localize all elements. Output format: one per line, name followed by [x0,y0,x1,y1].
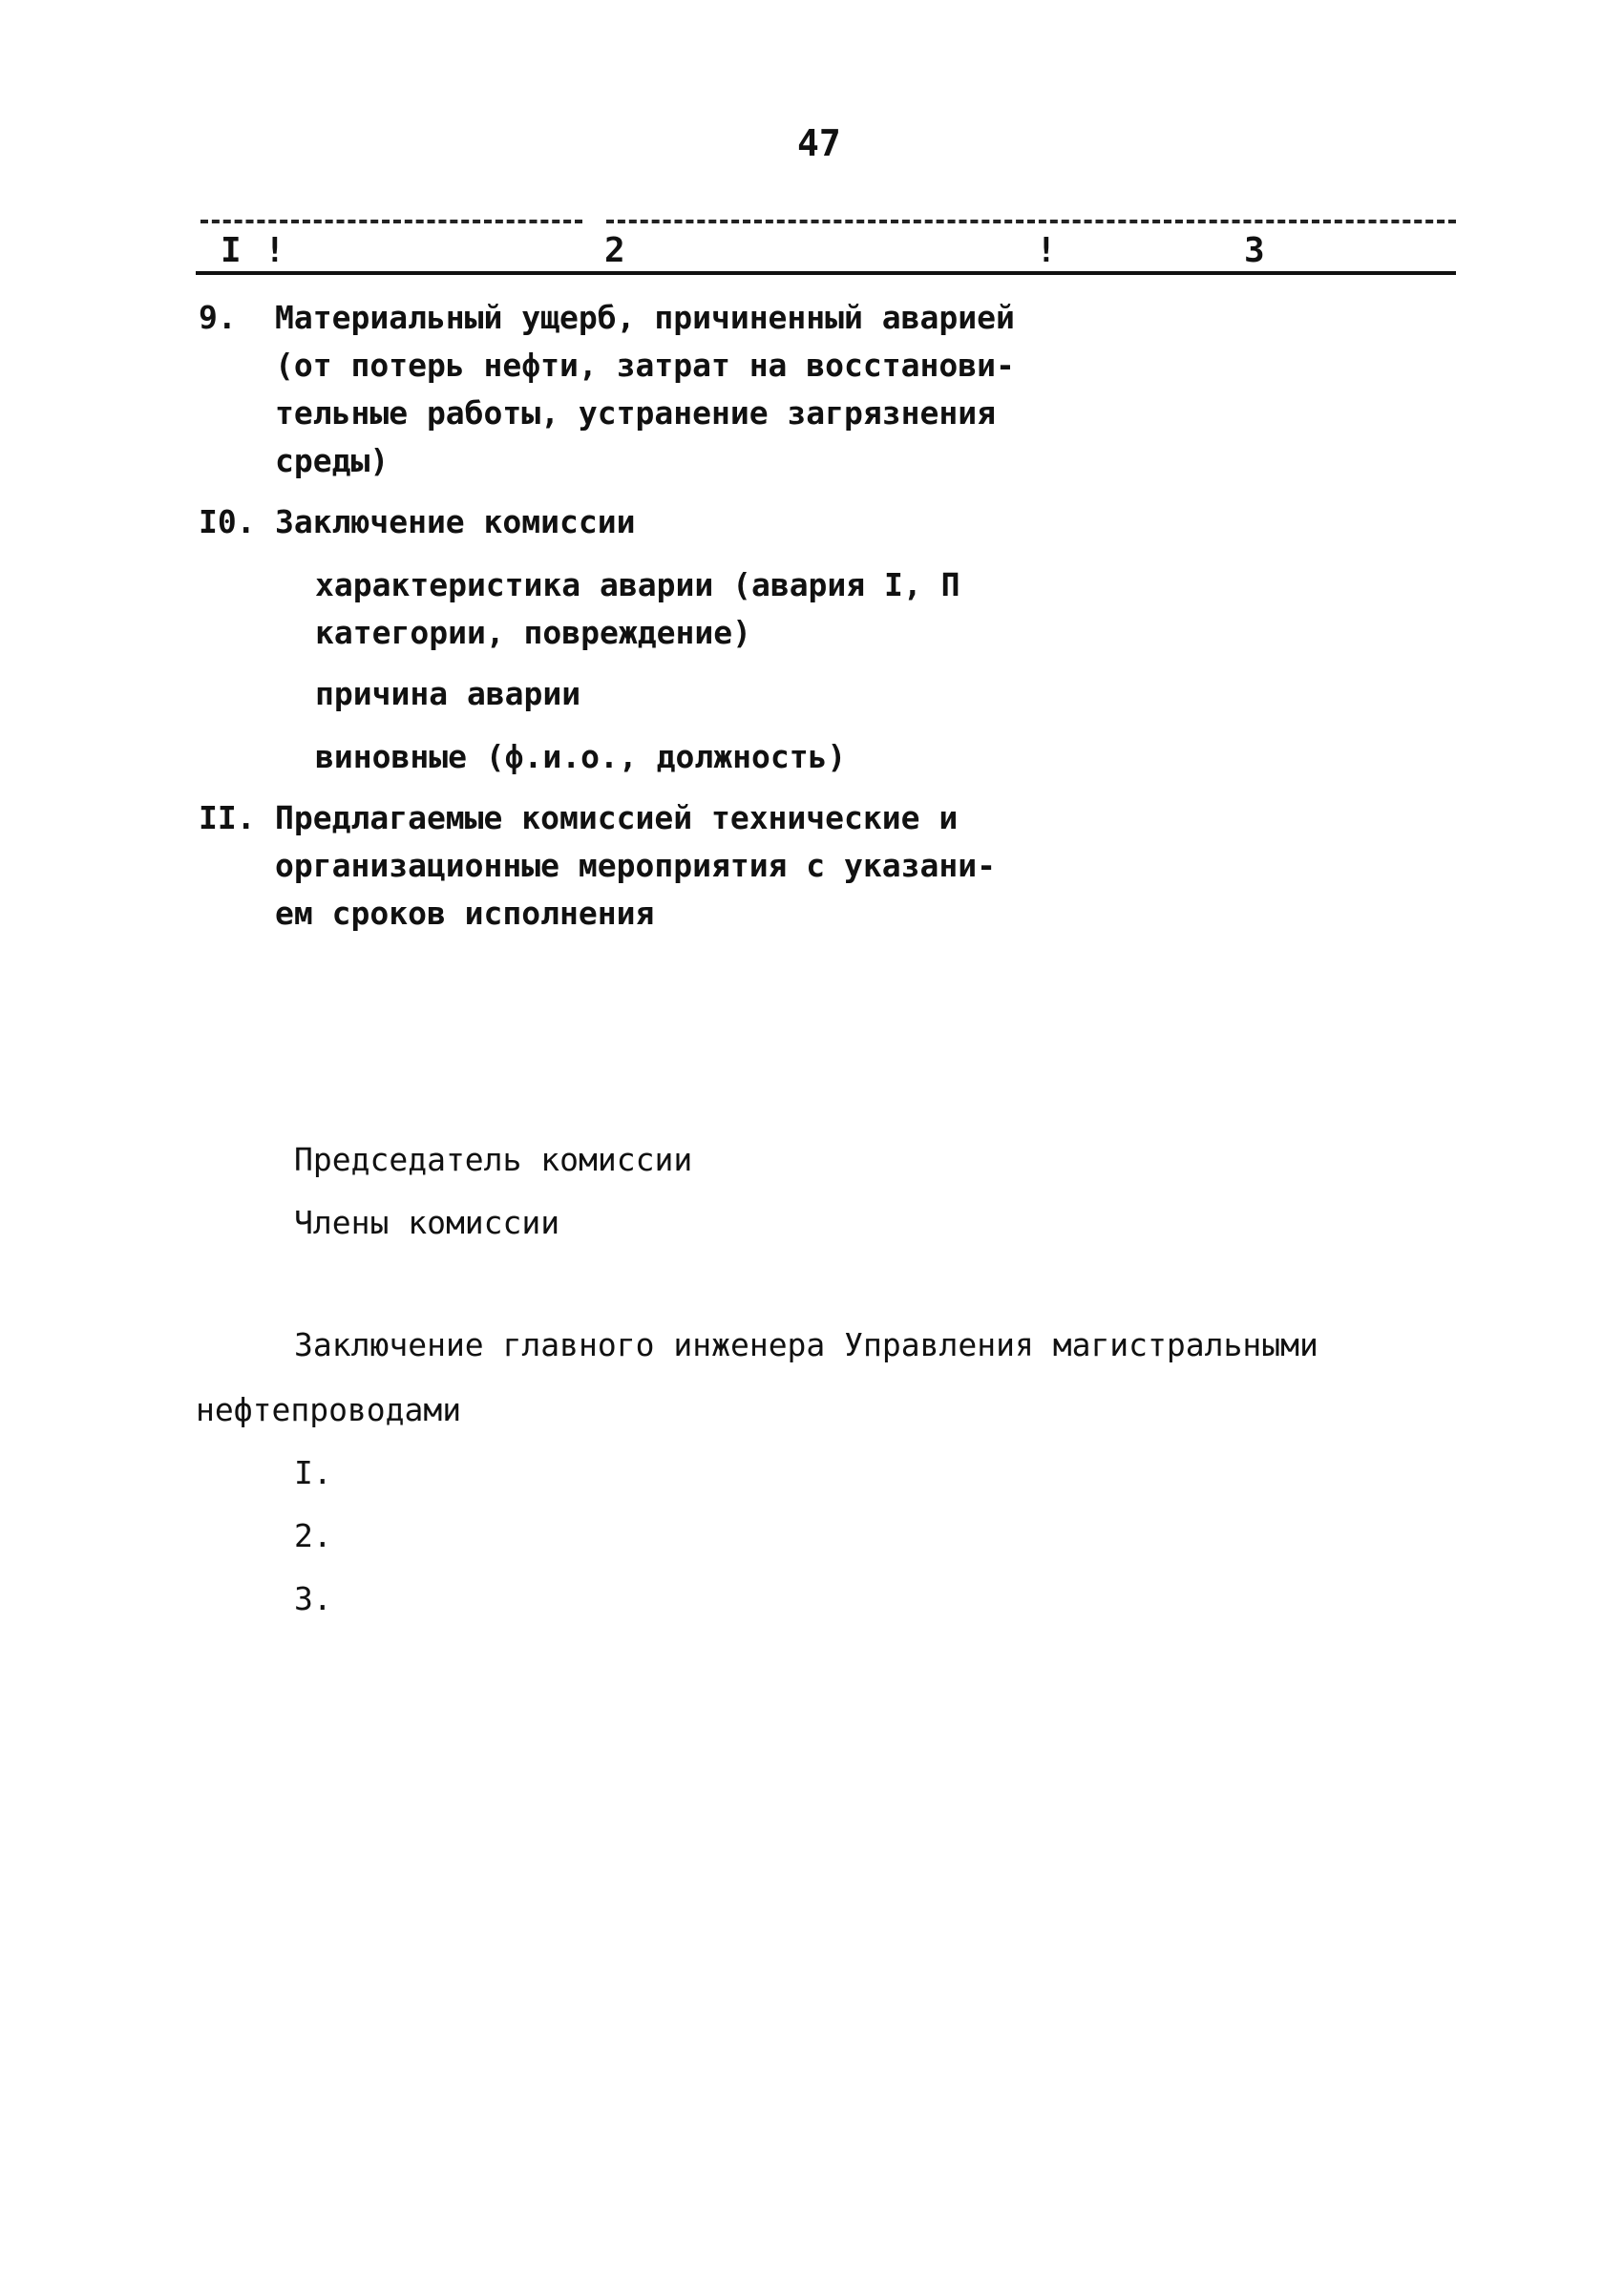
table-top-rule-left [200,220,582,223]
item-10 [199,498,636,546]
conclusion-point-1: I. [294,1454,332,1491]
column-2-header: 2 [604,231,625,270]
item-line: среды) [275,442,390,479]
column-1-header: I [221,231,242,270]
subitem-guilty-persons [315,733,846,781]
item-line: ем сроков исполнения [275,895,655,932]
conclusion-point-3: 3. [294,1580,332,1617]
members-label: Члены комиссии [294,1204,560,1241]
column-3-header: 3 [1244,231,1265,270]
subitem-accident-characteristic [315,561,960,657]
item-number: I0. [199,503,256,540]
item-line: Предлагаемые комиссией технические и [275,799,959,836]
subitem-line: характеристика аварии (авария I, П [315,566,960,603]
item-9 [199,294,1015,485]
subitem-line: причина аварии [315,675,581,712]
item-11 [199,794,996,938]
item-line: тельные работы, устранение загрязнения [275,394,996,432]
subitem-line: категории, повреждение) [315,614,751,651]
item-line: Материальный ущерб, причиненный аварией [275,299,1015,336]
page-number: 47 [797,122,841,164]
conclusion-point-2: 2. [294,1517,332,1554]
subitem-accident-cause [315,670,580,718]
item-line: организационные мероприятия с указани- [275,847,996,884]
chief-engineer-conclusion-line2: нефтепроводами [196,1391,462,1428]
column-separator: ! [264,231,285,270]
chairman-label: Председатель комиссии [294,1141,693,1178]
table-top-rule-right [606,220,1456,223]
chief-engineer-conclusion-line1: Заключение главного инженера Управления магистральными [294,1326,1318,1363]
item-line: Заключение комиссии [275,503,636,540]
item-number: II. [199,799,256,836]
column-separator: ! [1036,231,1057,270]
subitem-line: виновные (ф.и.о., должность) [315,738,847,775]
item-line: (от потерь нефти, затрат на восстанови- [275,347,1015,384]
item-number: 9. [199,299,237,336]
table-header-row [196,227,1456,275]
